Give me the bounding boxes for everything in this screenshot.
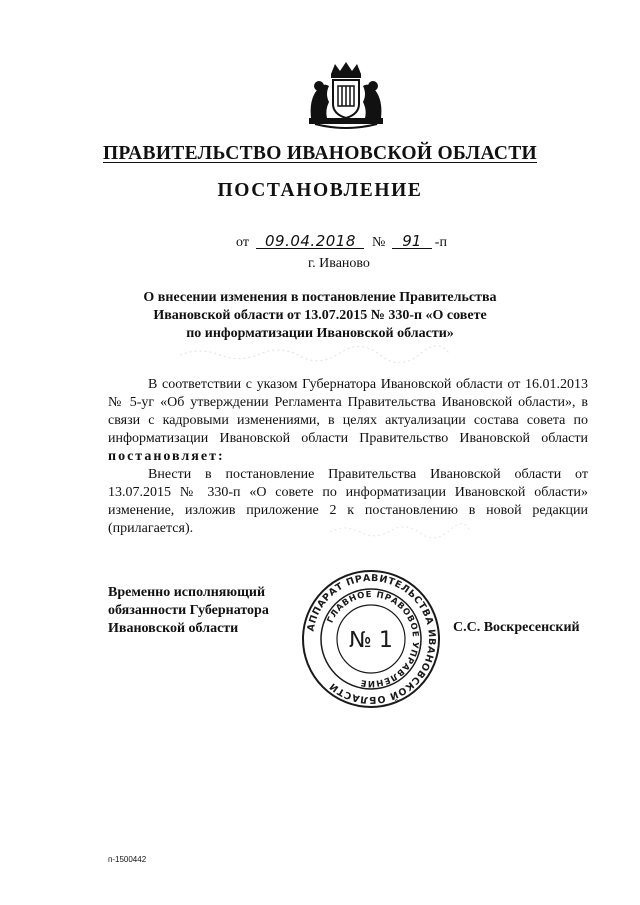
government-title: ПРАВИТЕЛЬСТВО ИВАНОВСКОЙ ОБЛАСТИ (102, 143, 538, 164)
signatory-title-line: обязанности Губернатора (108, 603, 269, 618)
paragraph-1 (108, 376, 588, 466)
official-stamp (300, 568, 442, 710)
stamp-outer-text: АППАРАТ ПРАВИТЕЛЬСТВА ИВАНОВСКОЙ ОБЛАСТИ (305, 572, 438, 706)
from-label: от (236, 235, 249, 250)
scan-artifact (330, 520, 470, 540)
subject-line: по информатизации Ивановской области» (186, 326, 454, 341)
footer-code: п-1500442 (108, 855, 147, 864)
document-date: 09.04.2018 (256, 234, 364, 249)
document-body (108, 376, 588, 538)
paragraph-2: Внести в постановление Правительства Ивановской области от 13.07.2015 № 330-п «О совете по информатизации Ивановской области» изменение, изложив приложение 2 к постановлению в новой редакции (прилагается). (108, 467, 588, 536)
stamp-inner-text: ГЛАВНОЕ ПРАВОВОЕ УПРАВЛЕНИЕ (325, 589, 421, 689)
document-number: 91 (392, 234, 432, 249)
stamp-center: № 1 (349, 628, 393, 653)
document-subject (120, 289, 520, 343)
number-label: № (371, 235, 386, 250)
paragraph-1-text: В соответствии с указом Губернатора Ивановской области от 16.01.2013 № 5-уг «Об утверждении Регламента Правительства Ивановской области», в связи с кадровыми изменениями, в целях актуализации состава совета по информатизации Ивановской области Правительство Ивановской области (108, 377, 588, 446)
scan-artifact (180, 345, 450, 363)
subject-line: О внесении изменения в постановление Правительства (143, 290, 497, 305)
subject-line: Ивановской области от 13.07.2015 № 330-п «О совете (153, 308, 487, 323)
document-type: ПОСТАНОВЛЕНИЕ (217, 180, 423, 201)
city: г. Иваново (308, 256, 370, 271)
signatory-name: С.С. Воскресенский (453, 620, 580, 635)
decree-action: постановляет: (108, 449, 225, 464)
signatory-title-line: Временно исполняющий (108, 585, 266, 600)
number-suffix: -п (434, 235, 447, 250)
signatory-title-line: Ивановской области (108, 621, 239, 636)
date-number-line (236, 234, 447, 251)
signatory-title (108, 584, 269, 638)
coat-of-arms-icon (305, 60, 387, 130)
